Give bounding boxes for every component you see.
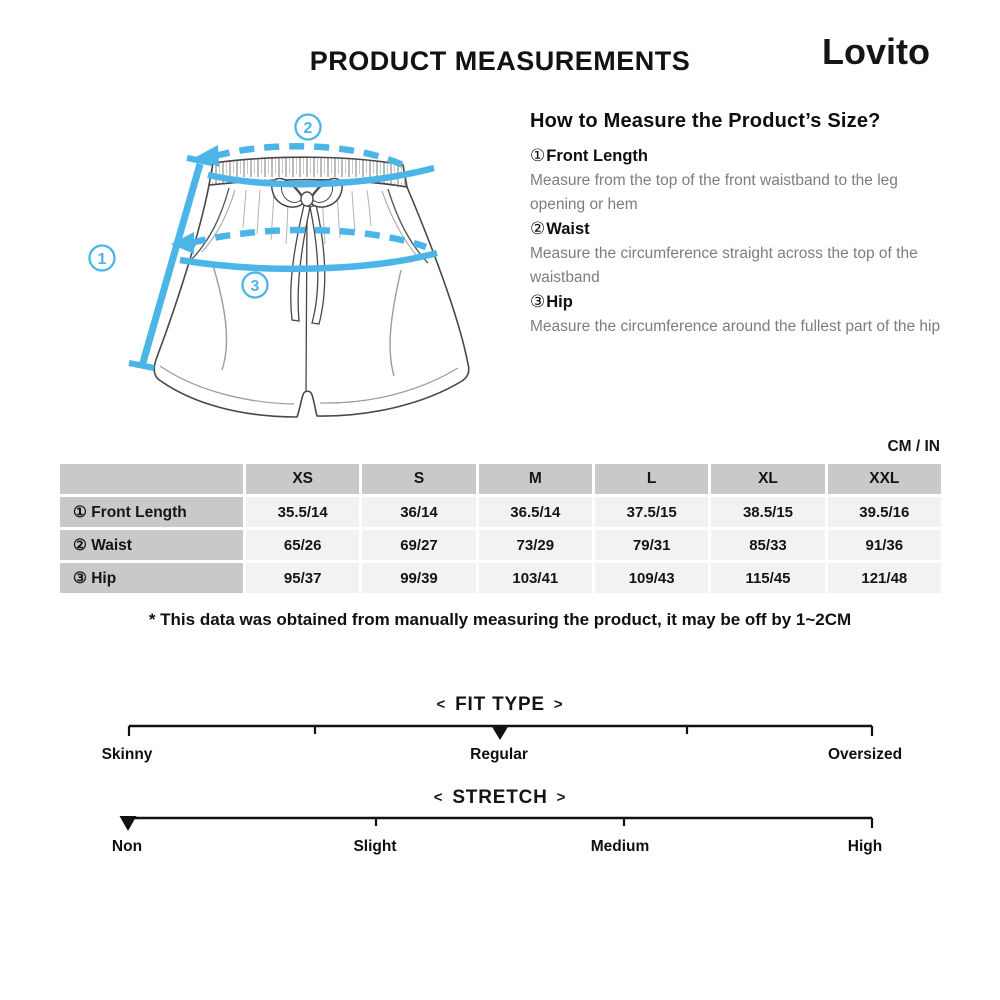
row-label-front-length: ① Front Length xyxy=(60,497,243,527)
stretch-title: < STRETCH > xyxy=(433,787,567,808)
how-to-measure-title: How to Measure the Product’s Size? xyxy=(530,110,881,132)
front-length-m: 36.5/14 xyxy=(479,497,592,527)
stretch-label-non: Non xyxy=(111,838,143,855)
waist-xxl: 91/36 xyxy=(828,530,941,560)
waist-xl: 85/33 xyxy=(711,530,824,560)
fit-label-oversized: Oversized xyxy=(827,746,903,763)
svg-text:2: 2 xyxy=(303,119,313,137)
fit-label-skinny: Skinny xyxy=(101,746,153,763)
measure-item-front-length-label: ①Front Length xyxy=(530,146,648,165)
chevron-right-icon: > xyxy=(553,696,564,713)
callout-hip xyxy=(243,273,268,298)
disclaimer-text: * This data was obtained from manually measuring the product, it may be off by 1~2CM xyxy=(148,610,852,629)
fit-label-regular: Regular xyxy=(470,746,528,763)
brand-logo: Lovito xyxy=(822,31,930,72)
units-label: CM / IN xyxy=(887,438,940,455)
column-header-m: M xyxy=(479,464,592,494)
front-length-l: 37.5/15 xyxy=(595,497,708,527)
circled-2-glyph: ② xyxy=(530,219,546,238)
hip-l: 109/43 xyxy=(595,563,708,593)
measure-item-hip-desc: Measure the circumference around the fullest part of the hip xyxy=(530,318,941,335)
hip-xxl: 121/48 xyxy=(828,563,941,593)
callout-front-length xyxy=(90,246,115,271)
circled-1-glyph: ① xyxy=(530,146,546,165)
column-header-xl: XL xyxy=(711,464,824,494)
waist-l: 79/31 xyxy=(595,530,708,560)
callout-waist xyxy=(296,115,321,140)
front-length-s: 36/14 xyxy=(362,497,475,527)
fit-type-ruler xyxy=(0,721,1000,743)
waist-s: 69/27 xyxy=(362,530,475,560)
measure-item-front-length-desc: Measure from the top of the front waistband to the leg opening or hem xyxy=(530,172,898,213)
row-label-waist: ② Waist xyxy=(60,530,243,560)
table-corner-cell xyxy=(60,464,243,494)
front-length-xs: 35.5/14 xyxy=(246,497,359,527)
stretch-label-slight: Slight xyxy=(353,838,397,855)
chevron-right-icon: > xyxy=(556,789,567,806)
column-header-xxl: XXL xyxy=(828,464,941,494)
front-length-xxl: 39.5/16 xyxy=(828,497,941,527)
stretch-label-medium: Medium xyxy=(590,838,650,855)
hip-m: 103/41 xyxy=(479,563,592,593)
chevron-left-icon: < xyxy=(436,696,447,713)
row-label-hip: ③ Hip xyxy=(60,563,243,593)
column-header-l: L xyxy=(595,464,708,494)
stretch-marker xyxy=(120,816,137,831)
waist-xs: 65/26 xyxy=(246,530,359,560)
measure-item-waist-desc: Measure the circumference straight across the top of the waistband xyxy=(530,245,918,286)
front-length-xl: 38.5/15 xyxy=(711,497,824,527)
page-title: PRODUCT MEASUREMENTS xyxy=(309,46,691,76)
stretch-label-high: High xyxy=(847,838,883,855)
shorts-diagram xyxy=(60,100,520,440)
fit-type-marker xyxy=(492,726,509,740)
circled-3-glyph: ③ xyxy=(530,292,546,311)
measure-item-waist-label: ②Waist xyxy=(530,219,590,238)
hip-xs: 95/37 xyxy=(246,563,359,593)
svg-text:3: 3 xyxy=(250,277,260,295)
fit-type-title: < FIT TYPE > xyxy=(436,694,564,715)
column-header-xs: XS xyxy=(246,464,359,494)
chevron-left-icon: < xyxy=(433,789,444,806)
hip-s: 99/39 xyxy=(362,563,475,593)
size-table xyxy=(60,464,941,593)
shorts-illustration xyxy=(60,100,520,440)
hip-xl: 115/45 xyxy=(711,563,824,593)
measure-item-hip-label: ③Hip xyxy=(530,292,573,311)
column-header-s: S xyxy=(362,464,475,494)
svg-text:1: 1 xyxy=(97,250,107,268)
waist-m: 73/29 xyxy=(479,530,592,560)
stretch-ruler xyxy=(0,813,1000,835)
how-to-measure-section xyxy=(530,110,942,339)
